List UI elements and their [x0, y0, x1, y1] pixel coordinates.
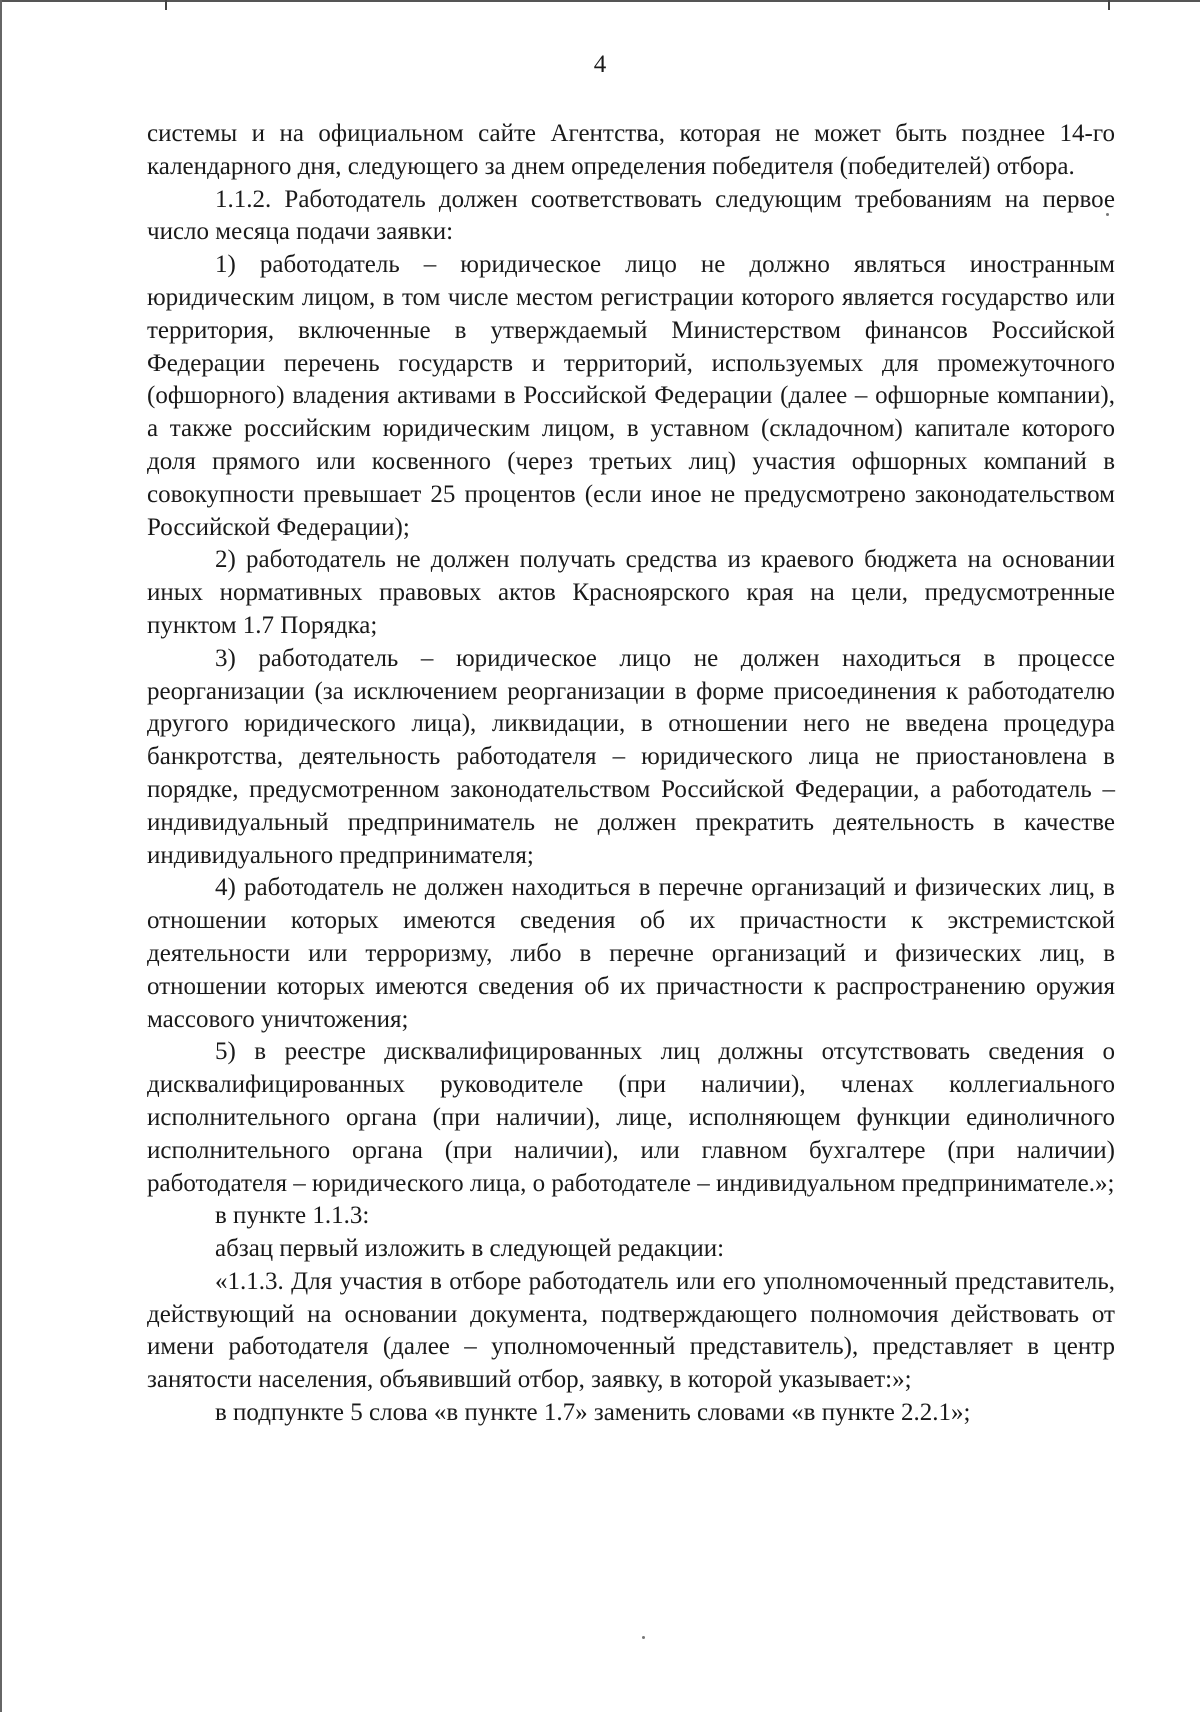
paragraph: 5) в реестре дисквалифицированных лиц должны отсутствовать сведения о дисквалифицированных руководителе (при наличии), членах коллегиального исполнительного органа (при наличии), лице, исполняющем функции единоличного исполнительного органа (при наличии), или главном бухгалтере (при наличии) работодателя – юридического лица, о работодателе – индивидуальном предпринимателе.»;: [147, 1038, 1115, 1197]
paragraph: 4) работодатель не должен находиться в перечне организаций и физических лиц, в отношении которых имеются сведения об их причастности к экстремистской деятельности или терроризму, либо в перечне организаций и физических лиц, в отношении которых имеются сведения об их причастности к распространению оружия массового уничтожения;: [147, 874, 1115, 1033]
scan-border-left: [0, 0, 2, 1712]
paragraph: 1) работодатель – юридическое лицо не должно являться иностранным юридическим лицом, в том числе местом регистрации которого является государство или территория, включенные в утверждаемый Министерством финансов Российской Федерации перечень государств и территорий, используемых для промежуточного (офшорного) владения активами в Российской Федерации (далее – офшорные компании), а также российским юридическим лицом, в уставном (складочном) капитале которого доля прямого или косвенного (через третьих лиц) участия офшорных компаний в совокупности превышает 25 процентов (если иное не предусмотрено законодательством Российской Федерации);: [147, 251, 1115, 541]
paragraph: 1.1.2. Работодатель должен соответствовать следующим требованиям на первое число месяца подачи заявки:: [147, 185, 1115, 246]
paragraph: «1.1.3. Для участия в отборе работодатель или его уполномоченный представитель, действующий на основании документа, подтверждающего полномочия действовать от имени работодателя (далее – уполномоченный представитель), представляет в центр занятости населения, объявивший отбор, заявку, в которой указывает:»;: [147, 1267, 1115, 1394]
scan-mark: [1108, 0, 1110, 10]
paragraph: в пункте 1.1.3:: [215, 1202, 370, 1230]
page-number: 4: [593, 51, 607, 78]
paragraph: системы и на официальном сайте Агентства, которая не может быть позднее 14-го календарного дня, следующего за днем определения победителя (победителей) отбора.: [147, 120, 1115, 180]
paragraph: в подпункте 5 слова «в пункте 1.7» заменить словами «в пункте 2.2.1»;: [215, 1399, 971, 1427]
paragraph: 3) работодатель – юридическое лицо не должен находиться в процессе реорганизации (за исключением реорганизации в форме присоединения к работодателю другого юридического лица), ликвидации, в отношении него не введена процедура банкротства, деятельность работодателя – юридического лица не приостановлена в порядке, предусмотренном законодательством Российской Федерации, а работодатель – индивидуальный предприниматель не должен прекратить деятельность в качестве индивидуального предпринимателя;: [147, 644, 1115, 869]
paragraph: 2) работодатель не должен получать средства из краевого бюджета на основании иных нормативных правовых актов Красноярского края на цели, предусмотренные пунктом 1.7 Порядка;: [147, 546, 1115, 639]
scan-speck: [642, 1636, 645, 1639]
paragraph: абзац первый изложить в следующей редакции:: [215, 1235, 725, 1263]
scan-mark: [165, 0, 167, 10]
scan-border-top: [0, 0, 1200, 2]
document-body: [147, 118, 1115, 1430]
